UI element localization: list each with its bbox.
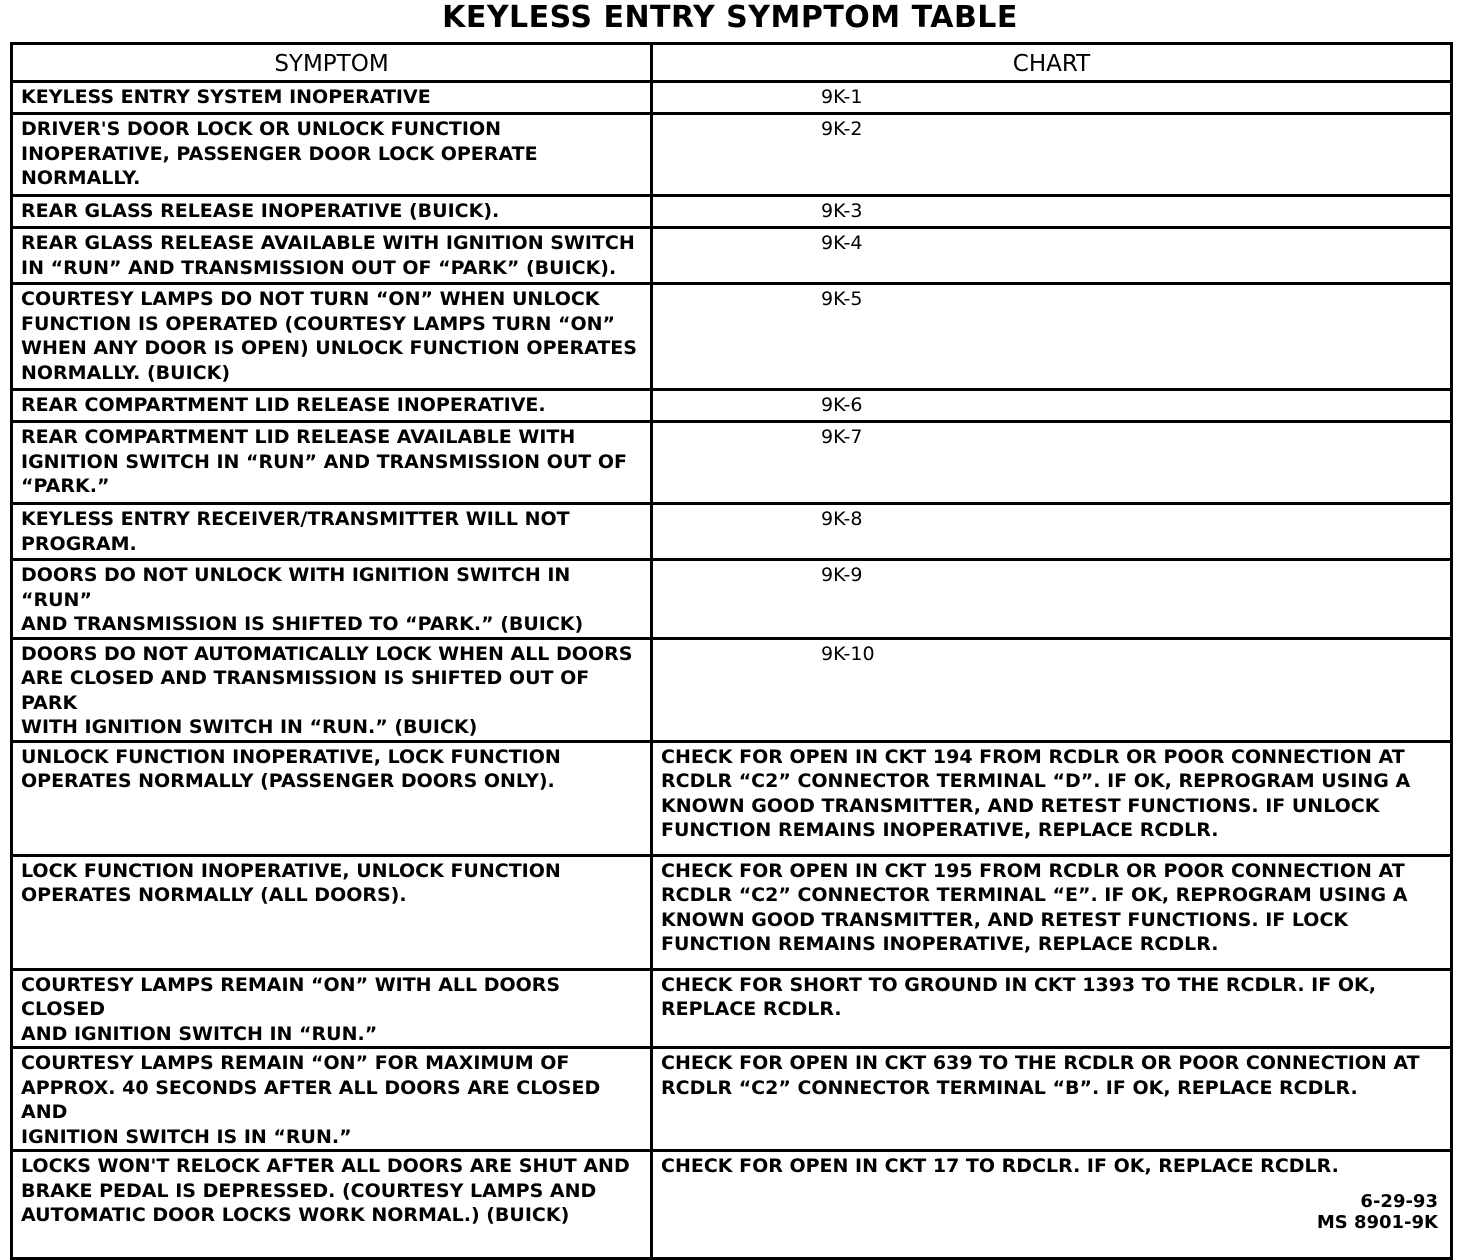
symptom-cell: LOCKS WON'T RELOCK AFTER ALL DOORS ARE SHUT AND BRAKE PEDAL IS DEPRESSED. (COURTESY LAMPS AND AUTOMATIC DOOR LOCKS WORK NORMAL.) (BUICK) [12, 1151, 652, 1259]
chart-cell [652, 1151, 1452, 1259]
symptom-cell: COURTESY LAMPS REMAIN “ON” WITH ALL DOORS CLOSED AND IGNITION SWITCH IN “RUN.” [12, 969, 652, 1048]
symptom-cell: KEYLESS ENTRY SYSTEM INOPERATIVE [12, 82, 652, 114]
symptom-cell: LOCK FUNCTION INOPERATIVE, UNLOCK FUNCTION OPERATES NORMALLY (ALL DOORS). [12, 855, 652, 969]
table-row [12, 504, 1452, 560]
chart-cell: 9K-5 [652, 284, 1452, 390]
header-symptom: SYMPTOM [12, 44, 652, 82]
table-row [12, 196, 1452, 228]
symptom-table [10, 42, 1453, 1260]
table-row [12, 82, 1452, 114]
chart-cell: CHECK FOR OPEN IN CKT 195 FROM RCDLR OR POOR CONNECTION AT RCDLR “C2” CONNECTOR TERMINAL “E”. IF OK, REPROGRAM USING A KNOWN GOOD TRANSMITTER, AND RETEST FUNCTIONS. IF LOCK FUNCTION REMAINS INOPERATIVE, REPLACE RCDLR. [652, 855, 1452, 969]
footnote-date: 6-29-93 [1360, 1190, 1438, 1212]
page-title: KEYLESS ENTRY SYMPTOM TABLE [442, 0, 1018, 35]
symptom-cell: DOORS DO NOT AUTOMATICALLY LOCK WHEN ALL DOORS ARE CLOSED AND TRANSMISSION IS SHIFTED OUT OF PARK WITH IGNITION SWITCH IN “RUN.” (BUICK) [12, 638, 652, 741]
symptom-cell: REAR COMPARTMENT LID RELEASE AVAILABLE WITH IGNITION SWITCH IN “RUN” AND TRANSMISSION OUT OF “PARK.” [12, 422, 652, 504]
table-row [12, 228, 1452, 284]
symptom-cell: DRIVER'S DOOR LOCK OR UNLOCK FUNCTION INOPERATIVE, PASSENGER DOOR LOCK OPERATE NORMALLY. [12, 114, 652, 196]
chart-cell: 9K-2 [652, 114, 1452, 196]
header-row [12, 44, 1452, 82]
chart-cell: 9K-8 [652, 504, 1452, 560]
chart-cell: 9K-3 [652, 196, 1452, 228]
header-chart: CHART [652, 44, 1452, 82]
symptom-cell: KEYLESS ENTRY RECEIVER/TRANSMITTER WILL NOT PROGRAM. [12, 504, 652, 560]
symptom-cell: REAR COMPARTMENT LID RELEASE INOPERATIVE. [12, 390, 652, 422]
chart-cell: CHECK FOR OPEN IN CKT 639 TO THE RCDLR OR POOR CONNECTION AT RCDLR “C2” CONNECTOR TERMINAL “B”. IF OK, REPLACE RCDLR. [652, 1048, 1452, 1151]
chart-cell: 9K-10 [652, 638, 1452, 741]
table-row [12, 1048, 1452, 1151]
symptom-cell: REAR GLASS RELEASE INOPERATIVE (BUICK). [12, 196, 652, 228]
chart-cell: CHECK FOR SHORT TO GROUND IN CKT 1393 TO THE RCDLR. IF OK, REPLACE RCDLR. [652, 969, 1452, 1048]
table-row [12, 741, 1452, 855]
chart-cell: 9K-9 [652, 560, 1452, 639]
chart-cell: 9K-4 [652, 228, 1452, 284]
chart-cell: CHECK FOR OPEN IN CKT 194 FROM RCDLR OR POOR CONNECTION AT RCDLR “C2” CONNECTOR TERMINAL “D”. IF OK, REPROGRAM USING A KNOWN GOOD TRANSMITTER, AND RETEST FUNCTIONS. IF UNLOCK FUNCTION REMAINS INOPERATIVE, REPLACE RCDLR. [652, 741, 1452, 855]
table-row [12, 969, 1452, 1048]
chart-cell: 9K-6 [652, 390, 1452, 422]
symptom-cell: COURTESY LAMPS REMAIN “ON” FOR MAXIMUM OF APPROX. 40 SECONDS AFTER ALL DOORS ARE CLOSED AND IGNITION SWITCH IS IN “RUN.” [12, 1048, 652, 1151]
table-row [12, 560, 1452, 639]
table-row [12, 638, 1452, 741]
document-footnote [661, 1191, 1438, 1233]
symptom-cell: REAR GLASS RELEASE AVAILABLE WITH IGNITION SWITCH IN “RUN” AND TRANSMISSION OUT OF “PARK” (BUICK). [12, 228, 652, 284]
table-row [12, 390, 1452, 422]
table-row [12, 422, 1452, 504]
chart-cell: 9K-1 [652, 82, 1452, 114]
chart-text: CHECK FOR OPEN IN CKT 17 TO RDCLR. IF OK, REPLACE RCDLR. [661, 1155, 1339, 1177]
symptom-cell: DOORS DO NOT UNLOCK WITH IGNITION SWITCH IN “RUN” AND TRANSMISSION IS SHIFTED TO “PARK.” (BUICK) [12, 560, 652, 639]
table-row [12, 855, 1452, 969]
table-row [12, 284, 1452, 390]
symptom-cell: COURTESY LAMPS DO NOT TURN “ON” WHEN UNLOCK FUNCTION IS OPERATED (COURTESY LAMPS TURN “ON” WHEN ANY DOOR IS OPEN) UNLOCK FUNCTION OPERATES NORMALLY. (BUICK) [12, 284, 652, 390]
footnote-code: MS 8901-9K [1316, 1211, 1438, 1233]
table-row [12, 114, 1452, 196]
table-row [12, 1151, 1452, 1259]
symptom-cell: UNLOCK FUNCTION INOPERATIVE, LOCK FUNCTION OPERATES NORMALLY (PASSENGER DOORS ONLY). [12, 741, 652, 855]
chart-cell: 9K-7 [652, 422, 1452, 504]
